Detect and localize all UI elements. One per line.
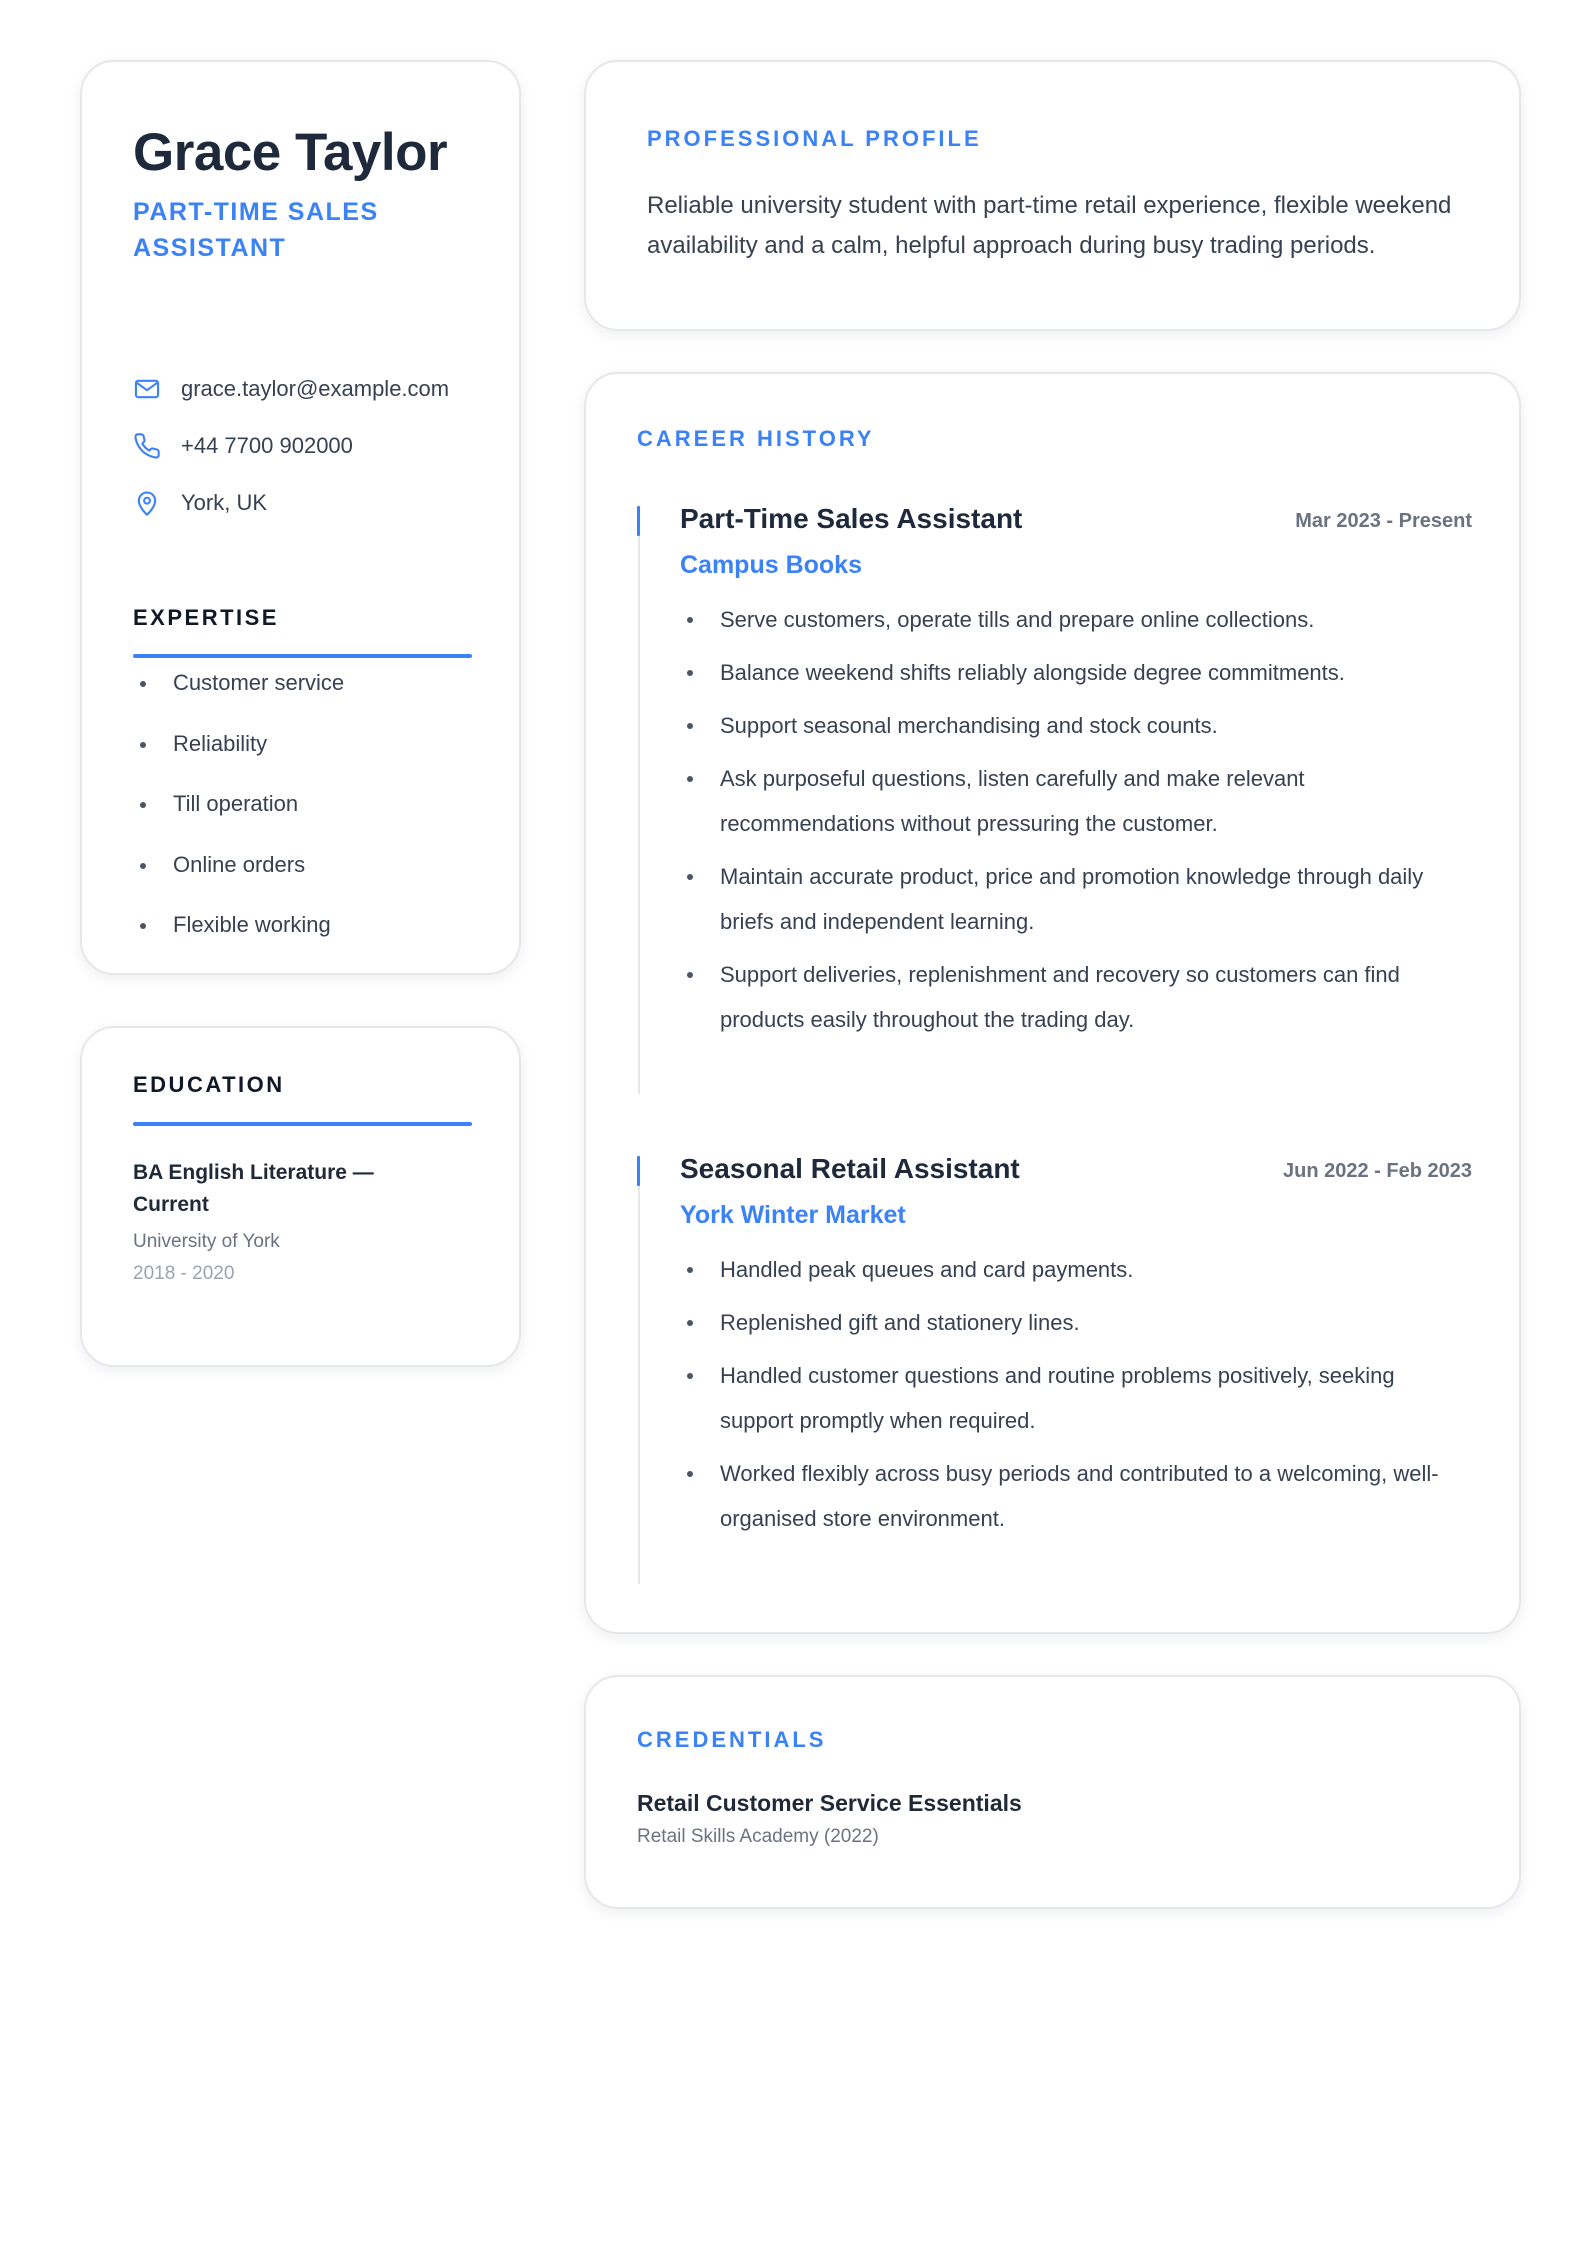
job-entry — [637, 1153, 1472, 1584]
job-bullets — [680, 1254, 1460, 1556]
list-item: Maintain accurate product, price and promotion knowledge through daily briefs and independent learning. — [680, 854, 1460, 944]
job-timeline-line — [638, 536, 640, 1094]
career-history-card — [584, 372, 1521, 1634]
job-company: York Winter Market — [680, 1201, 906, 1229]
list-item: Reliability — [133, 731, 473, 792]
expertise-heading: EXPERTISE — [133, 605, 279, 630]
expertise-list — [133, 670, 473, 973]
education-card — [80, 1026, 521, 1367]
list-item: Support deliveries, replenishment and recovery so customers can find products easily throughout the trading day. — [680, 952, 1460, 1042]
contact-email[interactable] — [133, 373, 449, 405]
credentials-card — [584, 1675, 1521, 1909]
list-item: Handled customer questions and routine problems positively, seeking support promptly when required. — [680, 1353, 1460, 1443]
list-item: Replenished gift and stationery lines. — [680, 1300, 1460, 1345]
list-item: Balance weekend shifts reliably alongside degree commitments. — [680, 650, 1460, 695]
phone-text: +44 7700 902000 — [181, 433, 353, 458]
credential-issuer: Retail Skills Academy (2022) — [637, 1826, 879, 1847]
contact-location — [133, 487, 267, 519]
career-heading: CAREER HISTORY — [637, 426, 875, 451]
mail-icon — [133, 375, 161, 403]
job-dates: Jun 2022 - Feb 2023 — [1283, 1160, 1472, 1182]
location-text: York, UK — [181, 490, 268, 515]
list-item: Ask purposeful questions, listen carefully and make relevant recommendations without pressuring the customer. — [680, 756, 1460, 846]
professional-profile-card — [584, 60, 1521, 331]
list-item: Till operation — [133, 791, 473, 852]
map-pin-icon — [133, 489, 161, 517]
candidate-name: Grace Taylor — [133, 123, 448, 182]
education-heading: EDUCATION — [133, 1072, 285, 1097]
list-item: Handled peak queues and card payments. — [680, 1247, 1460, 1292]
email-text: grace.taylor@example.com — [181, 376, 450, 401]
job-title: Seasonal Retail Assistant — [680, 1153, 1020, 1184]
list-item: Online orders — [133, 852, 473, 913]
job-accent-bar — [637, 506, 640, 536]
candidate-role: PART-TIME SALES ASSISTANT — [133, 198, 379, 262]
profile-card — [80, 60, 521, 975]
education-degree: BA English Literature — Current — [133, 1161, 374, 1216]
job-timeline-line — [638, 1186, 640, 1584]
education-dates: 2018 - 2020 — [133, 1263, 235, 1284]
expertise-divider — [133, 654, 472, 658]
education-school: University of York — [133, 1231, 280, 1252]
credential-title: Retail Customer Service Essentials — [637, 1790, 1022, 1816]
job-accent-bar — [637, 1156, 640, 1186]
contact-phone[interactable] — [133, 430, 353, 462]
job-company: Campus Books — [680, 551, 862, 579]
list-item: Serve customers, operate tills and prepare online collections. — [680, 597, 1460, 642]
credentials-heading: CREDENTIALS — [637, 1727, 827, 1752]
job-title: Part-Time Sales Assistant — [680, 503, 1023, 534]
list-item: Customer service — [133, 670, 473, 731]
job-bullets — [680, 604, 1460, 1057]
list-item: Support seasonal merchandising and stock counts. — [680, 703, 1460, 748]
job-dates: Mar 2023 - Present — [1295, 510, 1472, 532]
profile-heading: PROFESSIONAL PROFILE — [647, 126, 982, 151]
phone-icon — [133, 432, 161, 460]
profile-summary: Reliable university student with part-time retail experience, flexible weekend availability and a calm, helpful approach during busy trading periods. — [647, 192, 1452, 259]
list-item: Worked flexibly across busy periods and contributed to a welcoming, well-organised store environment. — [680, 1451, 1460, 1541]
job-entry — [637, 503, 1472, 1094]
list-item: Flexible working — [133, 912, 473, 973]
education-divider — [133, 1122, 472, 1126]
